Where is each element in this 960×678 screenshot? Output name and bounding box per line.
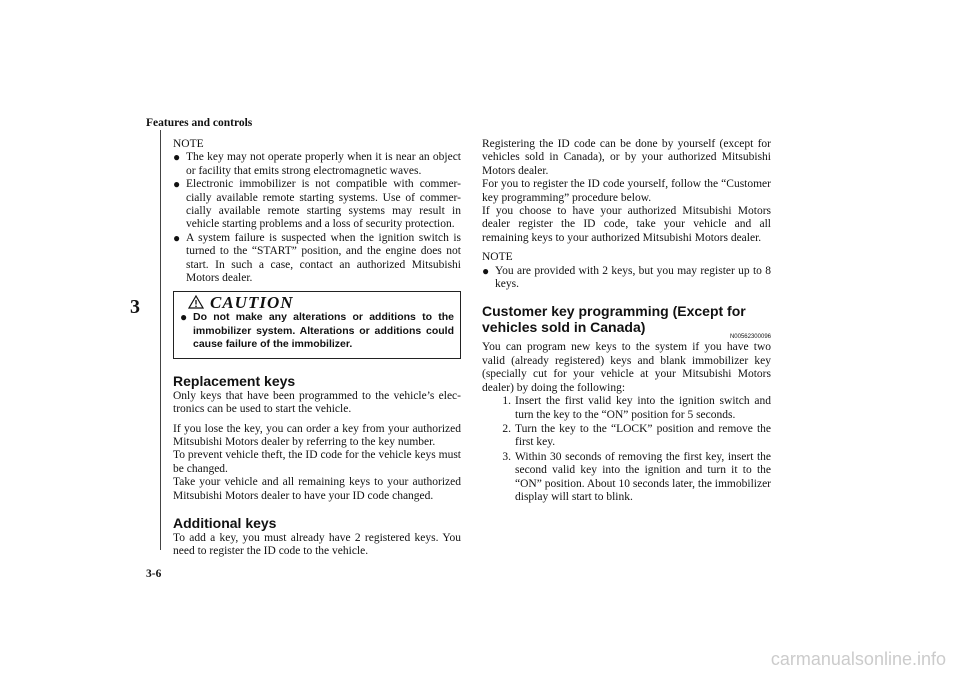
bullet-dot-icon: ● (482, 263, 490, 278)
note-label: NOTE (482, 251, 513, 264)
caution-title: CAUTION (210, 292, 294, 312)
watermark: carmanualsonline.info (770, 649, 946, 669)
note-text: The key may not operate properly when it is near an object or facility that emits strong electromagnetic waves. (186, 151, 461, 177)
step-number: 2. (502, 422, 511, 435)
list-item (173, 151, 461, 178)
bullet-dot-icon: ● (173, 230, 181, 245)
step-number: 1. (502, 395, 511, 408)
paragraph: To prevent vehicle theft, the ID code for the vehicle keys must be changed. (173, 449, 461, 475)
step-text: Within 30 seconds of removing the first key, insert the second valid key into the ignition and turn it to the “ON” position. About 10 seconds later, the immobilizer display will start to blink. (515, 450, 772, 503)
section-title: Features and controls (146, 117, 253, 129)
steps-list (482, 395, 771, 504)
chapter-rule (160, 130, 161, 550)
caution-box (173, 291, 461, 358)
list-item (482, 395, 771, 422)
heading-customer-key-programming: Customer key programming (Except for vehicles sold in Canada) (482, 303, 746, 336)
right-column (482, 138, 771, 505)
list-item (482, 265, 771, 292)
note-text: A system failure is suspected when the ignition switch is turned to the “START” position, and the engine does not start. In such a case, contact an authorized Mitsubishi Motors dealer. (186, 231, 461, 285)
paragraph: To add a key, you must already have 2 registered keys. You need to register the ID code to the vehicle. (173, 531, 461, 558)
caution-header (188, 292, 454, 312)
heading-replacement-keys: Replacement keys (173, 372, 296, 389)
step-text: Insert the first valid key into the ignition switch and turn the key to the “ON” position for 5 seconds. (515, 395, 771, 421)
paragraph: For you to register the ID code yourself, follow the “Customer key programming” procedure below. (482, 178, 771, 204)
page-number: 3-6 (146, 568, 162, 580)
reference-code: N00562300096 (729, 334, 771, 341)
paragraph: You can program new keys to the system if you have two valid (already registered) keys and blank immobilizer key (specially cut for your vehicle at your Mitsubishi Motors dealer) by doing the following: (482, 341, 771, 394)
list-item (180, 311, 454, 351)
list-item (173, 178, 461, 232)
chapter-number: 3 (130, 296, 140, 318)
note-label: NOTE (173, 138, 204, 150)
bullet-dot-icon: ● (173, 177, 181, 192)
bullet-dot-icon: ● (173, 150, 181, 165)
warning-triangle-icon (188, 295, 204, 309)
note-text: Electronic immobilizer is not compatible with commer-cially available remote starting systems. Use of commer-cially available remote starting systems may result in vehicle starting problems and a loss of security protection. (186, 178, 461, 231)
paragraph: If you lose the key, you can order a key from your authorized Mitsubishi Motors dealer by referring to the key number. (173, 422, 461, 448)
step-text: Turn the key to the “LOCK” position and remove the first key. (515, 422, 771, 449)
note-text: You are provided with 2 keys, but you may register up to 8 keys. (495, 264, 771, 291)
paragraph: If you choose to have your authorized Mitsubishi Motors dealer register the ID code, take your vehicle and all remaining keys to your authorized Mitsubishi Motors dealer. (482, 205, 771, 244)
heading-additional-keys: Additional keys (173, 514, 277, 531)
paragraph: Registering the ID code can be done by yourself (except for vehicles sold in Canada), or by your authorized Mitsubishi Motors dealer. (482, 138, 771, 177)
paragraph: Only keys that have been programmed to the vehicle’s elec-tronics can be used to start the vehicle. (173, 389, 461, 416)
step-number: 3. (502, 450, 511, 463)
left-column (173, 138, 461, 565)
caution-text: Do not make any alterations or additions to the immobilizer system. Alterations or additions could cause failure of the immobilizer. (193, 311, 454, 351)
list-item (482, 423, 771, 450)
bullet-dot-icon: ● (180, 310, 188, 325)
list-item (173, 232, 461, 286)
paragraph: Take your vehicle and all remaining keys to your authorized Mitsubishi Motors dealer to have your ID code changed. (173, 476, 461, 502)
list-item (482, 451, 771, 505)
